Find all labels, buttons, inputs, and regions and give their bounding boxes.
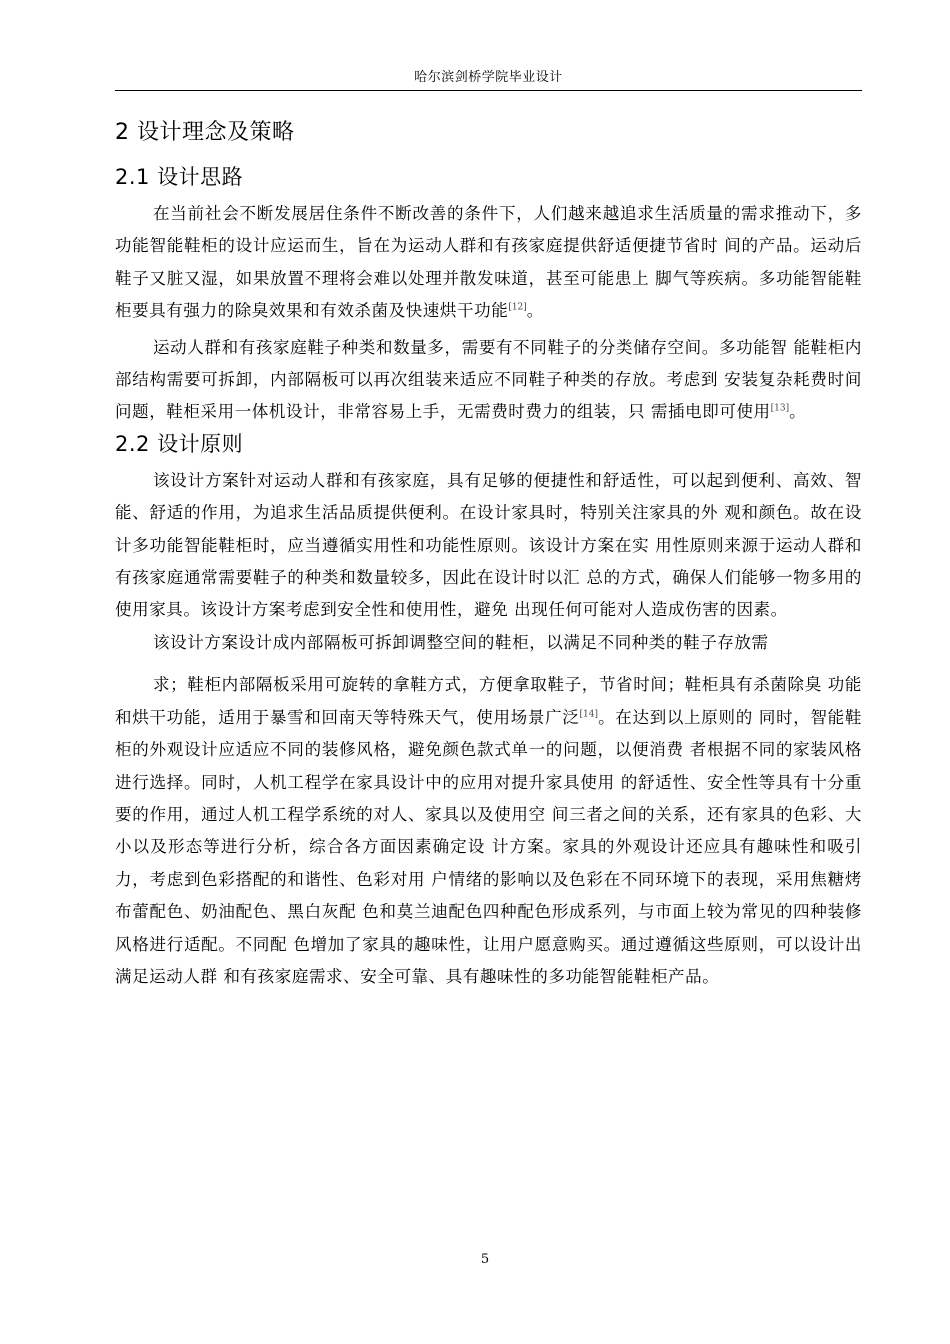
paragraph-tail: 。在达到以上原则的 同时，智能鞋柜的外观设计应适应不同的装修风格，避免颜色款式单一的问题，以便消费 者根据不同的家装风格进行选择。同时，人机工程学在家具设计中的应用对提升家具使用 的舒适性、安全性等具有十分重要的作用，通过人机工程学系统的对人、家具以及使用空 间三者之间的关系，还有家具的色彩、大小以及形态等进行分析，综合各方面因素确定设 计方案。家具的外观设计还应具有趣味性和吸引力，考虑到色彩搭配的和谐性、色彩对用 户情绪的影响以及色彩在不同环境下的表现，采用焦糖烤布蕾配色、奶油配色、黑白灰配 色和莫兰迪配色四种配色形成系列，与市面上较为常见的四种装修风格进行适配。不同配 色增加了家具的趣味性，让用户愿意购买。通过遵循这些原则，可以设计出满足运动人群 和有孩家庭需求、安全可靠、具有趣味性的多功能智能鞋柜产品。 [115, 707, 862, 986]
paragraph-text: 该设计方案设计成内部隔板可拆卸调整空间的鞋柜，以满足不同种类的鞋子存放需 [153, 632, 769, 652]
citation-ref: [13] [770, 403, 790, 414]
paragraph-design-principle-1 [115, 465, 862, 627]
citation-ref: [12] [508, 302, 527, 313]
page-number: 5 [480, 1252, 490, 1267]
paragraph-design-idea-1 [115, 198, 862, 328]
page-body [115, 108, 862, 993]
citation-ref: [14] [579, 709, 598, 720]
paragraph-text: 该设计方案针对运动人群和有孩家庭，具有足够的便捷性和舒适性，可以起到便利、高效、智能、舒适的作用，为追求生活品质提供便利。在设计家具时，特别关注家具的外 观和颜色。故在设计多功能智能鞋柜时，应当遵循实用性和功能性原则。该设计方案在实 用性原则来源于运动人群和有孩家庭通常需要鞋子的种类和数量较多，因此在设计时以汇 总的方式，确保人们能够一物多用的使用家具。该设计方案考虑到安全性和使用性，避免 出现任何可能对人造成伤害的因素。 [115, 470, 862, 620]
paragraph-design-idea-2 [115, 332, 862, 429]
paragraph-design-principle-2 [115, 627, 862, 993]
paragraph-text: 运动人群和有孩家庭鞋子种类和数量多，需要有不同鞋子的分类储存空间。多功能智 能鞋柜内部结构需要可拆卸，内部隔板可以再次组装来适应不同鞋子种类的存放。考虑到 安装复杂耗费时间问题，鞋柜采用一体机设计，非常容易上手，无需费时费力的组装，只 需插电即可使用 [115, 337, 862, 422]
header-rule [115, 90, 862, 91]
paragraph-text-continued [115, 669, 862, 993]
paragraph-text: 在当前社会不断发展居住条件不断改善的条件下，人们越来越追求生活质量的需求推动下，多功能智能鞋柜的设计应运而生，旨在为运动人群和有孩家庭提供舒适便捷节省时 间的产品。运动后鞋子又脏又湿，如果放置不理将会难以处理并散发味道，甚至可能患上 脚气等疾病。多功能智能鞋柜要具有强力的除臭效果和有效杀菌及快速烘干功能 [115, 204, 862, 321]
subsection-heading-2-1: 2.1 设计思路 [115, 165, 244, 189]
paragraph-text: 求；鞋柜内部隔板采用可旋转的拿鞋方式，方便拿取鞋子，节省时间；鞋柜具有杀菌除臭 功能和烘干功能，适用于暴雪和回南天等特殊天气，使用场景广泛 [115, 675, 862, 727]
running-header: 哈尔滨剑桥学院毕业设计 [414, 70, 563, 85]
subsection-heading-2-2: 2.2 设计原则 [115, 431, 244, 456]
section-heading: 2 设计理念及策略 [115, 120, 295, 145]
paragraph-tail: 。 [526, 301, 544, 321]
paragraph-tail: 。 [789, 402, 807, 422]
